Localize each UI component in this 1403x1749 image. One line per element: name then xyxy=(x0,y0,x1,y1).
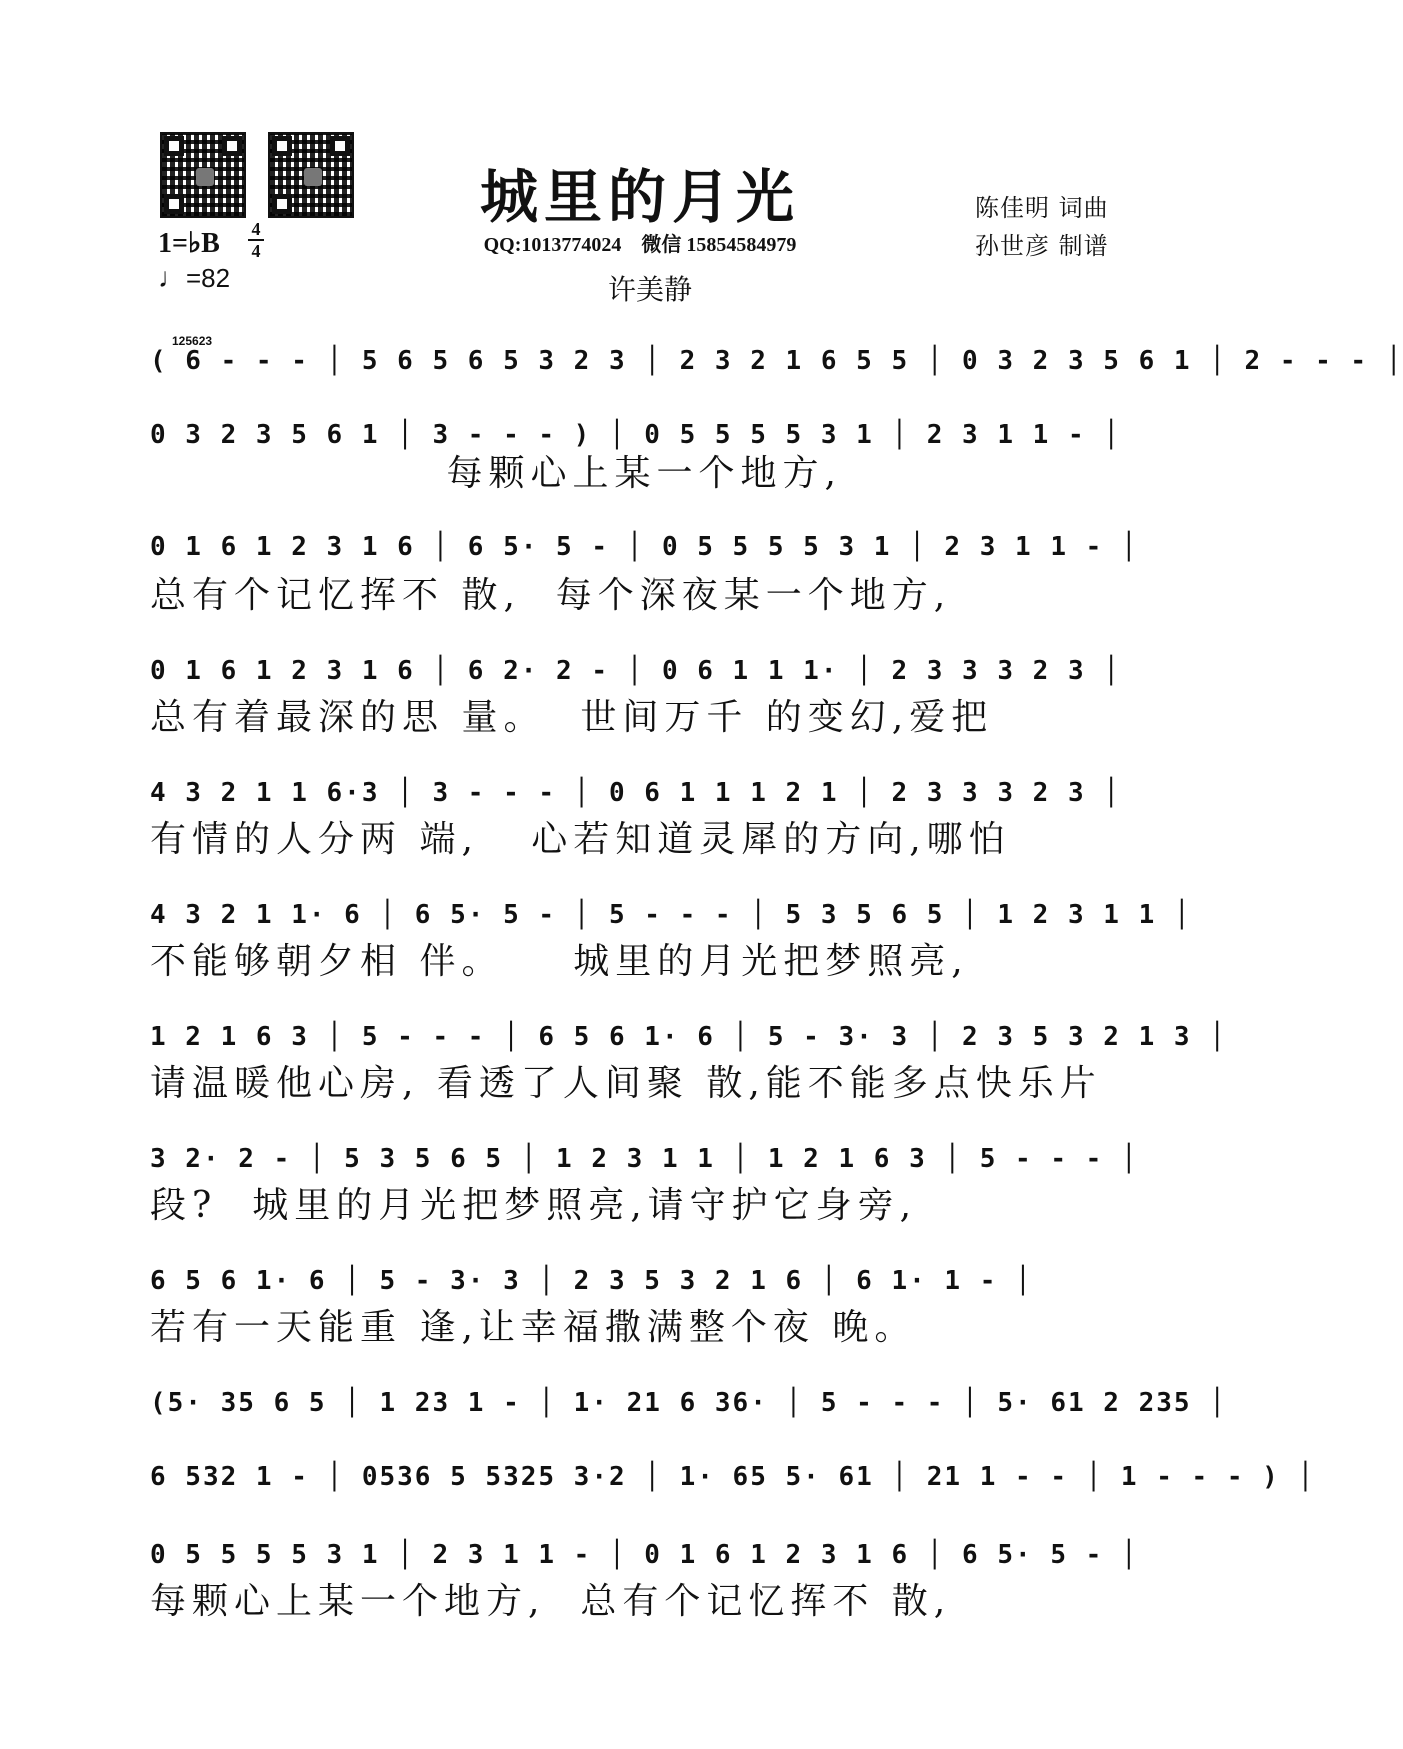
qr-code-qq xyxy=(160,132,246,218)
tempo-marking xyxy=(158,262,230,294)
time-signature-top: 4 xyxy=(251,219,261,239)
lyric-line-2: 每颗心上某一个地方, xyxy=(150,453,842,494)
time-signature xyxy=(246,220,266,260)
tempo-value: =82 xyxy=(186,263,231,293)
lyric-line-4: 总有着最深的思 量。 世间万千 的变幻,爱把 xyxy=(150,697,994,738)
notation-line-8: 3 2· 2 - │ 5 3 5 6 5 │ 1 2 3 1 1 │ 1 2 1 6 3 │ 5 - - - │ xyxy=(150,1144,1139,1174)
credit-arranger: 孙世彦 制谱 xyxy=(975,232,1109,260)
grace-notes: 125623 xyxy=(172,334,213,348)
notation-line-4: 0 1 6 1 2 3 1 6 │ 6 2· 2 - │ 0 6 1 1 1· │ 2 3 3 3 2 3 │ xyxy=(150,656,1121,686)
lyric-line-12: 每颗心上某一个地方, 总有个记忆挥不 散, xyxy=(150,1581,952,1622)
lyric-line-7: 请温暖他心房, 看透了人间聚 散,能不能多点快乐片 xyxy=(150,1063,1102,1104)
song-title: 城里的月光 xyxy=(479,163,800,231)
key-signature: 1=♭B xyxy=(158,228,220,259)
contact-info: QQ:1013774024 微信 15854584979 xyxy=(483,234,797,256)
notation-line-11: 6 532 1 - │ 0536 5 5325 3·2 │ 1· 65 5· 61 │ 21 1 - - │ 1 - - - ) │ xyxy=(150,1462,1316,1492)
lyric-line-9: 若有一天能重 逢,让幸福撒满整个夜 晚。 xyxy=(150,1307,917,1348)
notation-line-12: 0 5 5 5 5 3 1 │ 2 3 1 1 - │ 0 1 6 1 2 3 1 6 │ 6 5· 5 - │ xyxy=(150,1540,1139,1570)
notation-line-6: 4 3 2 1 1· 6 │ 6 5· 5 - │ 5 - - - │ 5 3 5 6 5 │ 1 2 3 1 1 │ xyxy=(150,900,1192,930)
qr-code-wechat xyxy=(268,132,354,218)
notation-line-2: 0 3 2 3 5 6 1 │ 3 - - - ) │ 0 5 5 5 5 3 1 │ 2 3 1 1 - │ xyxy=(150,420,1121,450)
notation-line-10: (5· 35 6 5 │ 1 23 1 - │ 1· 21 6 36· │ 5 - - - │ 5· 61 2 235 │ xyxy=(150,1388,1227,1418)
credit-lyrics-music: 陈佳明 词曲 xyxy=(975,194,1109,222)
notation-line-7: 1 2 1 6 3 │ 5 - - - │ 6 5 6 1· 6 │ 5 - 3· 3 │ 2 3 5 3 2 1 3 │ xyxy=(150,1022,1227,1052)
lyric-line-5: 有情的人分两 端, 心若知道灵犀的方向,哪怕 xyxy=(150,819,1011,860)
lyric-line-6: 不能够朝夕相 伴。 城里的月光把梦照亮, xyxy=(150,941,969,982)
notation-line-1: ( 6 - - - │ 5 6 5 6 5 3 2 3 │ 2 3 2 1 6 5 5 │ 0 3 2 3 5 6 1 │ 2 - - - │ xyxy=(150,346,1403,376)
quarter-note-icon: ♩ xyxy=(158,262,186,293)
lyric-line-3: 总有个记忆挥不 散, 每个深夜某一个地方, xyxy=(150,575,952,616)
time-signature-bottom: 4 xyxy=(251,241,261,261)
notation-line-9: 6 5 6 1· 6 │ 5 - 3· 3 │ 2 3 5 3 2 1 6 │ 6 1· 1 - │ xyxy=(150,1266,1033,1296)
lyric-line-8: 段? 城里的月光把梦照亮,请守护它身旁, xyxy=(150,1185,918,1226)
singer-name: 许美静 xyxy=(607,273,692,306)
notation-line-3: 0 1 6 1 2 3 1 6 │ 6 5· 5 - │ 0 5 5 5 5 3 1 │ 2 3 1 1 - │ xyxy=(150,532,1139,562)
notation-line-5: 4 3 2 1 1 6·3 │ 3 - - - │ 0 6 1 1 1 2 1 │ 2 3 3 3 2 3 │ xyxy=(150,778,1121,808)
